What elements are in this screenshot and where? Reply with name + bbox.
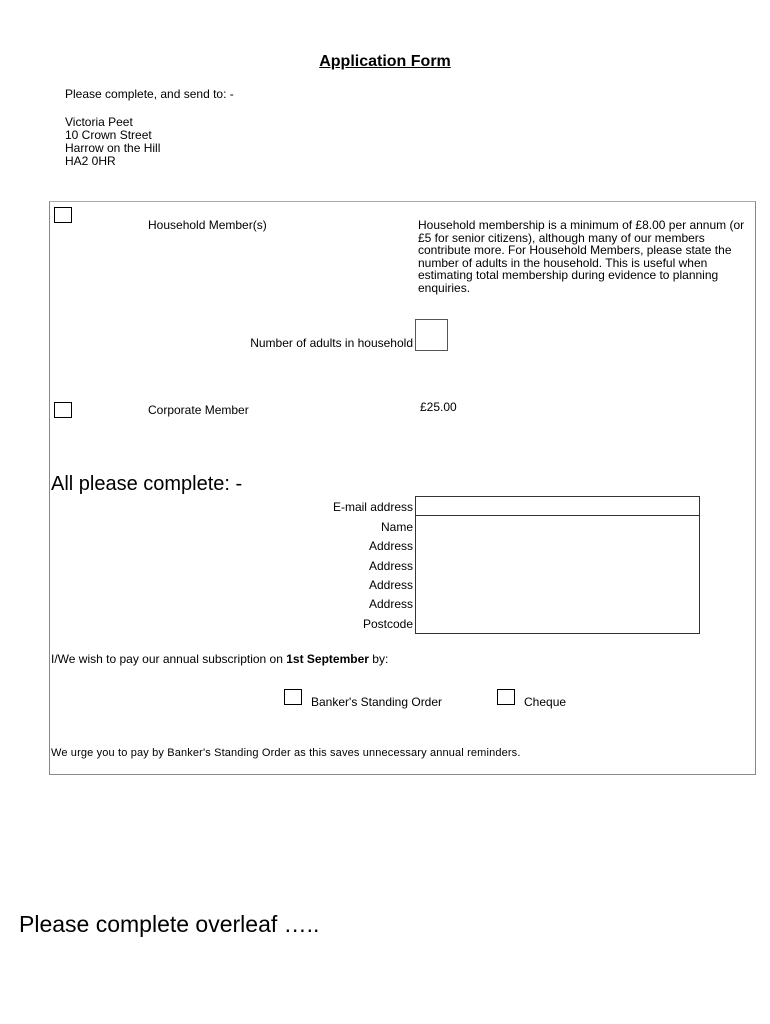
all-complete-heading: All please complete: -	[51, 473, 243, 495]
email-field-divider	[415, 515, 700, 516]
subscription-prefix: I/We wish to pay our annual subscription on	[51, 652, 287, 666]
household-member-label: Household Member(s)	[148, 218, 267, 232]
subscription-date: 1st September	[286, 652, 369, 666]
corporate-member-price: £25.00	[420, 400, 457, 414]
address-line: 10 Crown Street	[65, 128, 152, 142]
address-line: Harrow on the Hill	[65, 141, 161, 155]
name-label: Name	[380, 520, 413, 534]
standing-order-checkbox[interactable]	[284, 689, 302, 705]
household-member-checkbox[interactable]	[54, 207, 72, 223]
send-to-address	[65, 116, 160, 168]
standing-order-label: Banker's Standing Order	[311, 695, 443, 709]
cheque-checkbox[interactable]	[497, 689, 515, 705]
subscription-suffix: by:	[368, 652, 389, 666]
form-title: Application Form	[319, 53, 451, 70]
address-label: Address	[368, 578, 413, 592]
overleaf-note: Please complete overleaf …..	[19, 911, 320, 937]
contact-details-input-box[interactable]	[415, 496, 700, 634]
address-line: Victoria Peet	[65, 115, 133, 129]
household-info-text: Household membership is a minimum of £8.00 per annum (or £5 for senior citizens), although many of our members contribute more. For Household Members, please state the number of adults in the household. This is useful when estimating total membership during evidence to planning enquiries.	[418, 218, 745, 295]
email-label: E-mail address	[332, 500, 413, 514]
address-label: Address	[368, 539, 413, 553]
corporate-member-checkbox[interactable]	[54, 402, 72, 418]
urge-text: We urge you to pay by Banker's Standing Order as this saves unnecessary annual reminders.	[51, 747, 521, 759]
intro-text: Please complete, and send to: -	[65, 87, 234, 101]
address-label: Address	[368, 597, 413, 611]
address-line: HA2 0HR	[65, 154, 116, 168]
cheque-label: Cheque	[524, 695, 567, 709]
postcode-label: Postcode	[362, 617, 413, 631]
subscription-text	[51, 653, 388, 666]
adults-count-label: Number of adults in household	[250, 336, 413, 350]
corporate-member-label: Corporate Member	[148, 403, 249, 417]
address-label: Address	[368, 559, 413, 573]
adults-count-input[interactable]	[415, 319, 448, 351]
